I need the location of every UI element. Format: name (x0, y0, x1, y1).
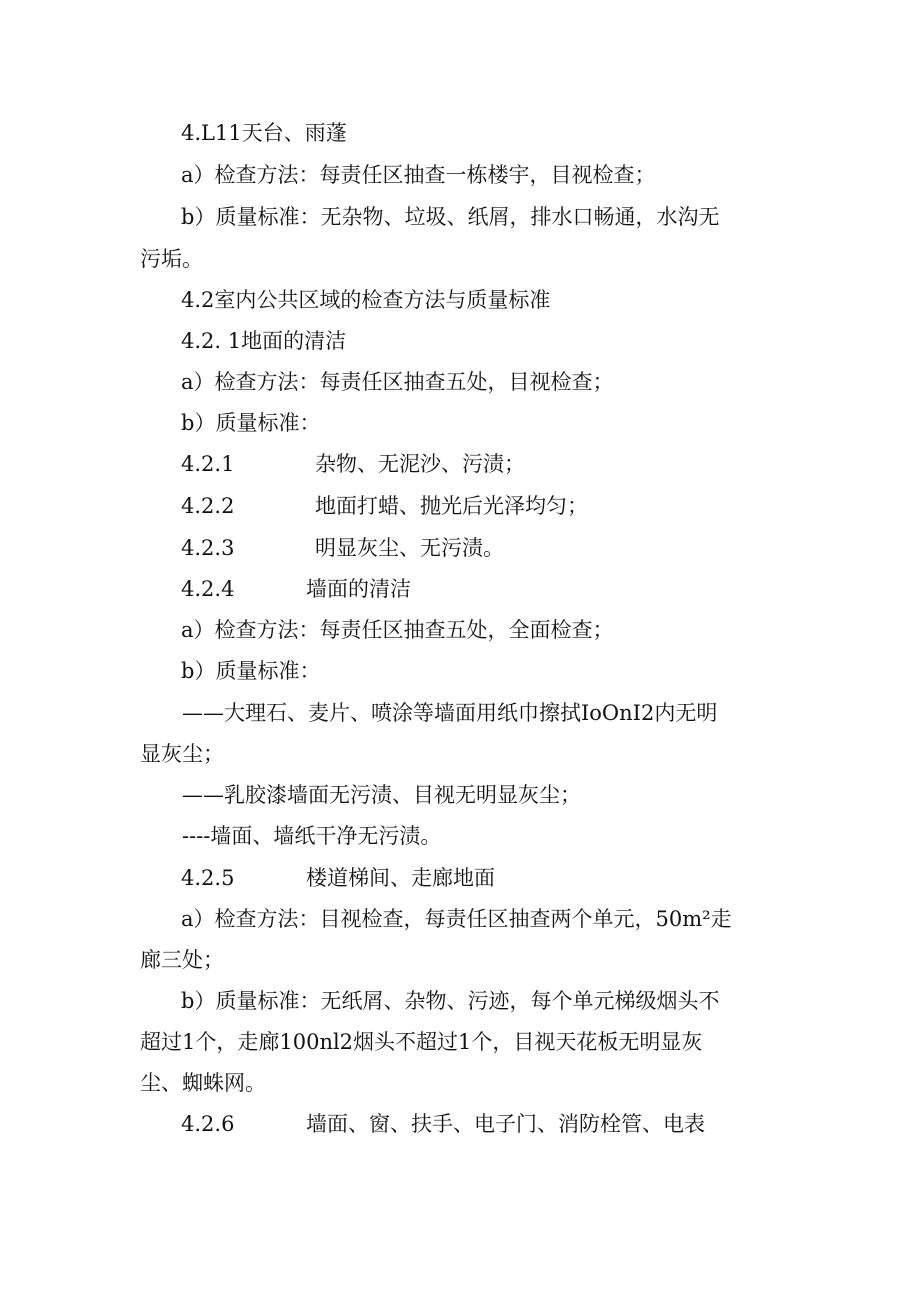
section-heading-4-1-11: 4.L11天台、雨蓬 (181, 121, 347, 145)
inspection-method-line: a）检查方法：每责任区抽查五处，目视检查； (181, 370, 614, 394)
item-text: 墙面的清洁 (306, 577, 411, 601)
item-text: 明显灰尘、无污渍。 (315, 536, 504, 560)
section-heading-4-2-1: 4.2. 1地面的清洁 (181, 329, 347, 353)
item-number: 4.2.6 (181, 1112, 235, 1136)
item-number: 4.2.2 (181, 494, 235, 518)
dash-list-item: ——乳胶漆墙面无污渍、目视无明显灰尘； (182, 783, 581, 807)
numbered-item (0, 443, 920, 485)
inspection-method-continuation: 廊三处； (140, 948, 224, 972)
item-text: 墙面、窗、扶手、电子门、消防栓管、电表 (306, 1112, 705, 1136)
inspection-method-line: a）检查方法：每责任区抽查一栋楼宇，目视检查； (181, 163, 656, 187)
quality-standard-label: b）质量标准： (181, 659, 321, 683)
item-number: 4.2.3 (181, 536, 235, 560)
item-number: 4.2.4 (181, 577, 235, 601)
numbered-item (0, 485, 920, 527)
dash-list-item-continuation: 显灰尘； (140, 742, 224, 766)
quality-standard-continuation: 尘、蜘蛛网。 (140, 1071, 266, 1095)
inspection-method-line: a）检查方法：每责任区抽查五处，全面检查； (181, 618, 614, 642)
numbered-heading (0, 568, 920, 610)
quality-standard-label: b）质量标准： (181, 411, 321, 435)
numbered-item (0, 527, 920, 569)
quality-standard-line: b）质量标准：无杂物、垃圾、纸屑，排水口畅通，水沟无 (181, 205, 720, 229)
item-number: 4.2.5 (181, 866, 235, 890)
quality-standard-continuation: 超过1个，走廊100nl2烟头不超过1个，目视天花板无明显灰 (140, 1030, 703, 1054)
item-text: 楼道梯间、走廊地面 (306, 866, 495, 890)
inspection-method-line: a）检查方法：目视检查，每责任区抽查两个单元，50m²走 (181, 907, 732, 931)
item-text: 地面打蜡、抛光后光泽均匀； (315, 494, 588, 518)
section-heading-4-2: 4.2室内公共区域的检查方法与质量标准 (181, 288, 551, 312)
quality-standard-continuation: 污垢。 (140, 247, 203, 271)
item-text: 杂物、无泥沙、污渍； (315, 452, 525, 476)
numbered-heading (0, 857, 920, 899)
numbered-heading (0, 1103, 920, 1145)
item-number: 4.2.1 (181, 452, 235, 476)
quality-standard-line: b）质量标准：无纸屑、杂物、污迹，每个单元梯级烟头不 (181, 989, 720, 1013)
dash-list-item: ----墙面、墙纸干净无污渍。 (182, 824, 442, 848)
dash-list-item: ——大理石、麦片、喷涂等墙面用纸巾擦拭IoOnI2内无明 (182, 701, 718, 725)
